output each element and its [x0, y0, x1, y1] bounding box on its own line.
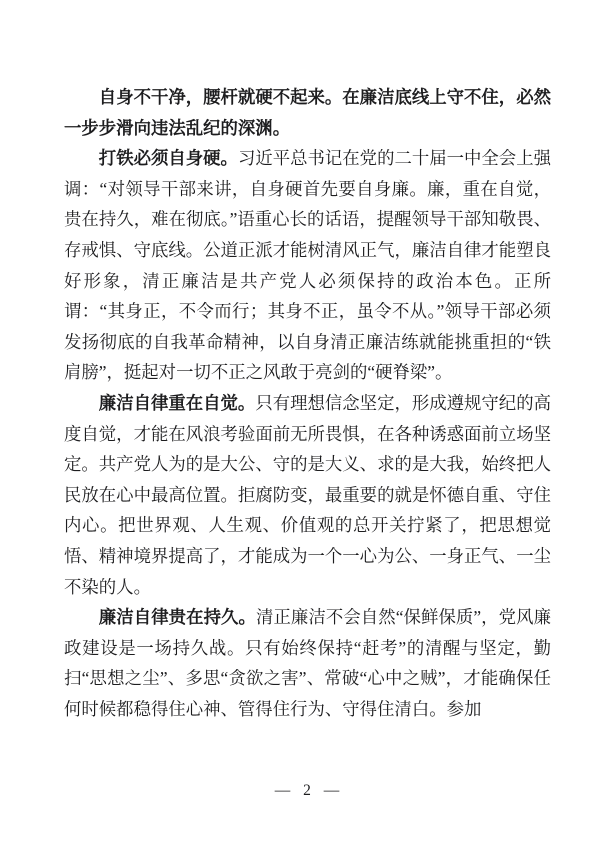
paragraph — [64, 82, 551, 143]
paragraph-text: 只有理想信念坚定，形成遵规守纪的高度自觉，才能在风浪考验面前无所畏惧，在各种诱惑面前立场坚定。共产党人为的是大公、守的是大义、求的是大我，始终把人民放在心中最高位置。拒腐防变，最重要的就是怀德自重、守住内心。把世界观、人生观、价值观的总开关拧紧了，把思想觉悟、精神境界提高了，才能成为一个一心为公、一身正气、一尘不染的人。 — [64, 392, 551, 597]
paragraph — [64, 143, 551, 388]
paragraph — [64, 388, 551, 602]
paragraph-lead: 打铁必须自身硬。 — [98, 148, 238, 169]
paragraph-text: 自身不干净，腰杆就硬不起来。在廉洁底线上守不住，必然一步步滑向违法乱纪的深渊。 — [64, 87, 551, 138]
paragraph-text: 习近平总书记在党的二十届一中全会上强调：“对领导干部来讲，自身硬首先要自身廉。廉，重在自觉，贵在持久，难在彻底。”语重心长的话语，提醒领导干部知敬畏、存戒惧、守底线。公道正派才能树清风正气，廉洁自律才能塑良好形象，清正廉洁是共产党人必须保持的政治本色。正所谓：“其身正，不令而行；其身不正，虽令不从。”领导干部必须发扬彻底的自我革命精神，以自身清正廉洁练就能挑重担的“铁肩膀”，挺起对一切不正之风敢于亮剑的“硬脊梁”。 — [64, 148, 551, 383]
document-body — [64, 82, 551, 724]
paragraph-text: 清正廉洁不会自然“保鲜保质”，党风廉政建设是一场持久战。只有始终保持“赶考”的清醒与坚定，勤扫“思想之尘”、多思“贪欲之害”、常破“心中之贼”，才能确保任何时候都稳得住心神、管得住行为、守得住清白。参加 — [64, 607, 551, 719]
paragraph-lead: 廉洁自律重在自觉。 — [98, 392, 256, 413]
paragraph — [64, 602, 551, 724]
paragraph-lead: 廉洁自律贵在持久。 — [98, 607, 256, 628]
page-number: — 2 — — [274, 782, 342, 799]
